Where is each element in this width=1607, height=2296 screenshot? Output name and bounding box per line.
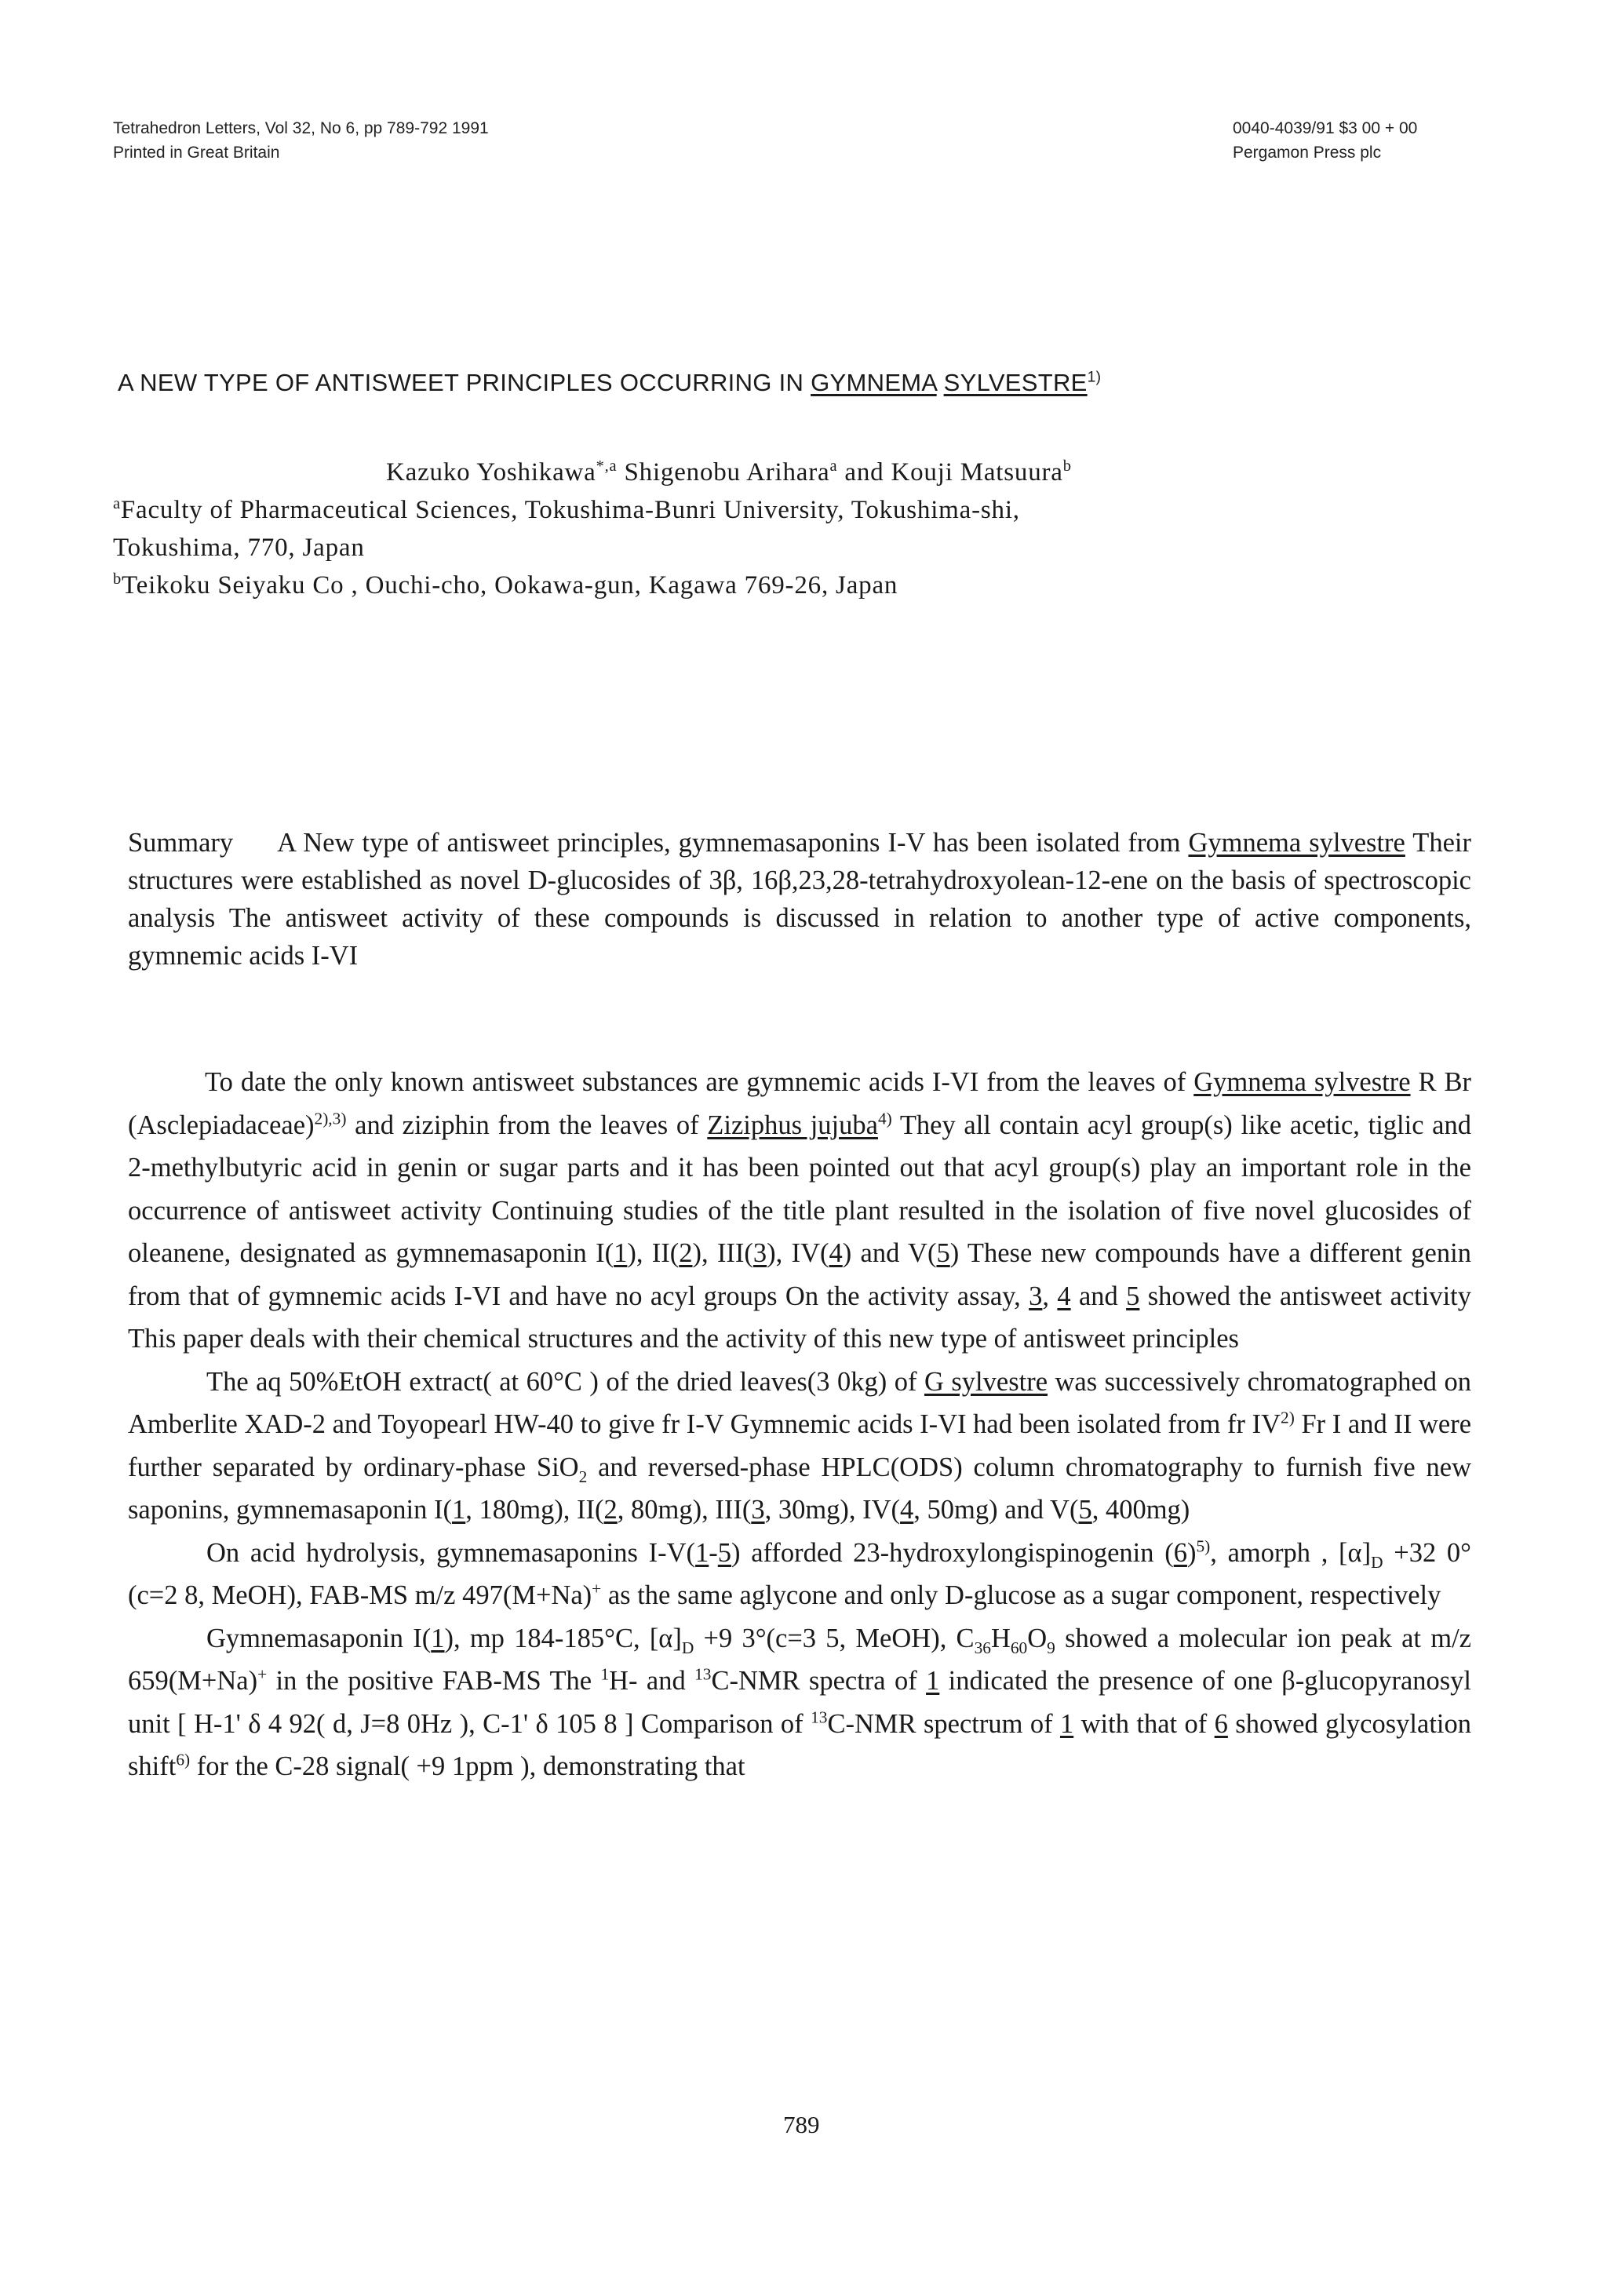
text-run: in the positive FAB-MS The [267,1666,601,1696]
text-run: ) [1186,1537,1197,1568]
text-run: ), mp 184-185°C, [α] [444,1623,682,1653]
paragraph-extraction [128,1361,1471,1532]
compound-number: 3 [1029,1281,1043,1311]
text-run: H [990,1623,1011,1653]
text-run: ) afforded 23-hydroxylongispinogenin ( [731,1537,1174,1568]
summary [128,824,1471,975]
compound-number: 5 [717,1537,732,1568]
compound-number: 6 [1214,1708,1228,1739]
text-run: +9 3°(c=3 5, MeOH), C [694,1623,975,1653]
affiliation-a [113,491,1494,529]
author-3: and Kouji Matsuura [837,458,1063,487]
text-run: , 180mg), II( [465,1495,604,1525]
text-run: ), II( [627,1238,680,1268]
affiliation-a-text: Faculty of Pharmaceutical Sciences, Tokushima-Bunri University, Tokushima-shi, [120,496,1020,524]
summary-text-2: Their structures were established as novel D-glucosides of 3β, 16β,23,28-tetrahydroxyolean-12-ene on the basis of spectroscopic analysis The antisweet activity of these compounds is discussed in relation to another type of active components, gymnemic acids I-VI [128,828,1471,971]
subscript: D [1371,1552,1383,1572]
compound-number: 3 [752,1238,767,1268]
compound-number: 6 [1173,1537,1187,1568]
text-run: and reversed-phase HPLC(ODS) column chromatography to furnish five new saponins, gymnemasaponin I( [128,1452,1471,1525]
superscript: + [257,1664,268,1684]
superscript: + [592,1579,602,1598]
compound-number: 4 [900,1495,914,1525]
journal-citation: Tetrahedron Letters, Vol 32, No 6, pp 789-792 1991 [113,119,489,137]
subscript: 2 [578,1467,588,1486]
affiliation-b [113,567,1494,604]
compound-number: 1 [1059,1708,1074,1739]
author-2-mark: a [829,457,838,475]
species-name: Gymnema sylvestre [1193,1067,1411,1097]
compound-number: 5 [936,1238,950,1268]
text-run: The aq 50%EtOH extract( at 60°C ) of the dried leaves(3 0kg) of [206,1366,924,1397]
text-run: Gymnemasaponin I( [206,1623,432,1653]
species-name: G sylvestre [924,1366,1048,1397]
text-run: and [1070,1281,1127,1311]
text-run: showed glycosylation shift [128,1708,1471,1781]
affiliation-a-line2: Tokushima, 770, Japan [113,534,365,562]
paragraph-gymnemasaponin-1 [128,1617,1471,1788]
text-run: indicated the presence of one β-glucopyranosyl unit [ H-1' δ 4 92( d, J=8 0Hz ), C-1' δ 105 8 ] Comparison of [128,1666,1472,1739]
text-run: Fr I and II were further separated by ordinary-phase SiO [128,1409,1472,1482]
text-run: as the same aglycone and only D-glucose as a sugar component, respectively [601,1580,1441,1610]
compound-number: 1 [431,1623,445,1653]
text-run: for the C-28 signal( +9 1ppm ), demonstrating that [190,1751,745,1781]
compound-number: 3 [751,1495,765,1525]
text-run: ), III( [692,1238,753,1268]
text-run: showed a molecular ion peak at m/z 659(M+Na) [128,1623,1471,1696]
author-names [113,454,1494,491]
author-block [113,454,1494,604]
subscript: 36 [974,1638,991,1657]
compound-number: 4 [829,1238,843,1268]
text-run: C-NMR spectra of [711,1666,927,1696]
publisher: Pergamon Press plc [1233,144,1382,162]
subscript: D [681,1638,694,1657]
text-run: , 30mg), IV( [764,1495,901,1525]
affiliation-b-mark: b [113,570,122,588]
text-run: H- and [609,1666,695,1696]
journal-header-right [1233,116,1417,165]
compound-number: 1 [451,1495,466,1525]
superscript: 13 [694,1664,712,1684]
title-genus: GYMNEMA [811,369,937,396]
compound-number: 1 [614,1238,628,1268]
compound-number: 2 [679,1238,693,1268]
affiliation-a-mark: a [113,495,121,512]
affiliation-b-text: Teikoku Seiyaku Co , Ouchi-cho, Ookawa-gun, Kagawa 769-26, Japan [122,571,898,600]
text-run: showed the antisweet activity This paper deals with their chemical structures and the activity of this new type of antisweet principles [128,1281,1471,1354]
text-run: On acid hydrolysis, gymnemasaponins I-V( [206,1537,696,1568]
text-run: , [1042,1281,1058,1311]
body-text [128,1061,1471,1788]
compound-number: 5 [1078,1495,1092,1525]
issn-price: 0040-4039/91 $3 00 + 00 [1233,119,1418,137]
reference-mark: 6) [176,1750,191,1769]
page-number: 789 [783,2111,820,2138]
article-title [118,369,1514,397]
text-run: , amorph , [α] [1210,1537,1372,1568]
summary-label: Summary [128,828,234,858]
compound-number: 5 [1126,1281,1140,1311]
summary-text: A New type of antisweet principles, gymnemasaponins I-V has been isolated from [277,828,1189,858]
compound-number: 1 [695,1537,709,1568]
title-reference: 1) [1087,369,1102,386]
paragraph-introduction [128,1061,1471,1361]
text-run: , 400mg) [1091,1495,1190,1525]
text-run: , 50mg) and V( [913,1495,1079,1525]
text-run: ) and V( [842,1238,937,1268]
text-run: ) These new compounds have a different genin from that of gymnemic acids I-VI and have no acyl groups On the activity assay, [128,1238,1471,1311]
reference-mark: 5) [1196,1536,1211,1555]
title-text: A NEW TYPE OF ANTISWEET PRINCIPLES OCCURRING IN [118,369,811,396]
compound-number: 1 [926,1666,940,1696]
text-run: They all contain acyl group(s) like acetic, tiglic and 2-methylbutyric acid in genin or sugar parts and it has been pointed out that acyl group(s) play an important role in the occurrence of antisweet activity Continuing studies of the title plant resulted in the isolation of five novel glucosides of oleanene, designated as gymnemasaponin I( [128,1110,1471,1268]
reference-mark: 4) [877,1109,892,1128]
superscript: 13 [811,1707,828,1726]
subscript: 9 [1047,1638,1055,1657]
text-run: was successively chromatographed on Amberlite XAD-2 and Toyopearl HW-40 to give fr I-V Gymnemic acids I-VI had been isolated from fr IV [128,1366,1471,1439]
summary-species: Gymnema sylvestre [1188,828,1405,858]
superscript: 1 [600,1664,610,1684]
text-run: and ziziphin from the leaves of [346,1110,708,1140]
subscript: 60 [1010,1638,1028,1657]
text-run: R Br (Asclepiadaceae) [128,1067,1471,1140]
reference-mark: 2) [1281,1408,1295,1427]
text-run: +32 0°(c=2 8, MeOH), FAB-MS m/z 497(M+Na) [128,1537,1471,1610]
species-name: Ziziphus jujuba [707,1110,878,1140]
author-1: Kazuko Yoshikawa [386,458,596,487]
paragraph-hydrolysis [128,1532,1471,1617]
text-run: O [1027,1623,1048,1653]
text-run: - [709,1537,718,1568]
printed-location: Printed in Great Britain [113,144,280,162]
author-3-mark: b [1062,457,1072,475]
author-2: Shigenobu Arihara [617,458,830,487]
text-run: with that of [1073,1708,1215,1739]
reference-mark: 2),3) [314,1109,347,1128]
compound-number: 2 [603,1495,618,1525]
author-1-marks: *,a [596,457,618,475]
journal-header-left [113,116,489,165]
text-run: ), IV( [767,1238,829,1268]
compound-number: 4 [1057,1281,1071,1311]
text-run: , 80mg), III( [617,1495,752,1525]
title-epithet: SYLVESTRE [943,369,1088,396]
text-run: To date the only known antisweet substances are gymnemic acids I-VI from the leaves of [205,1067,1194,1097]
text-run: C-NMR spectrum of [827,1708,1060,1739]
